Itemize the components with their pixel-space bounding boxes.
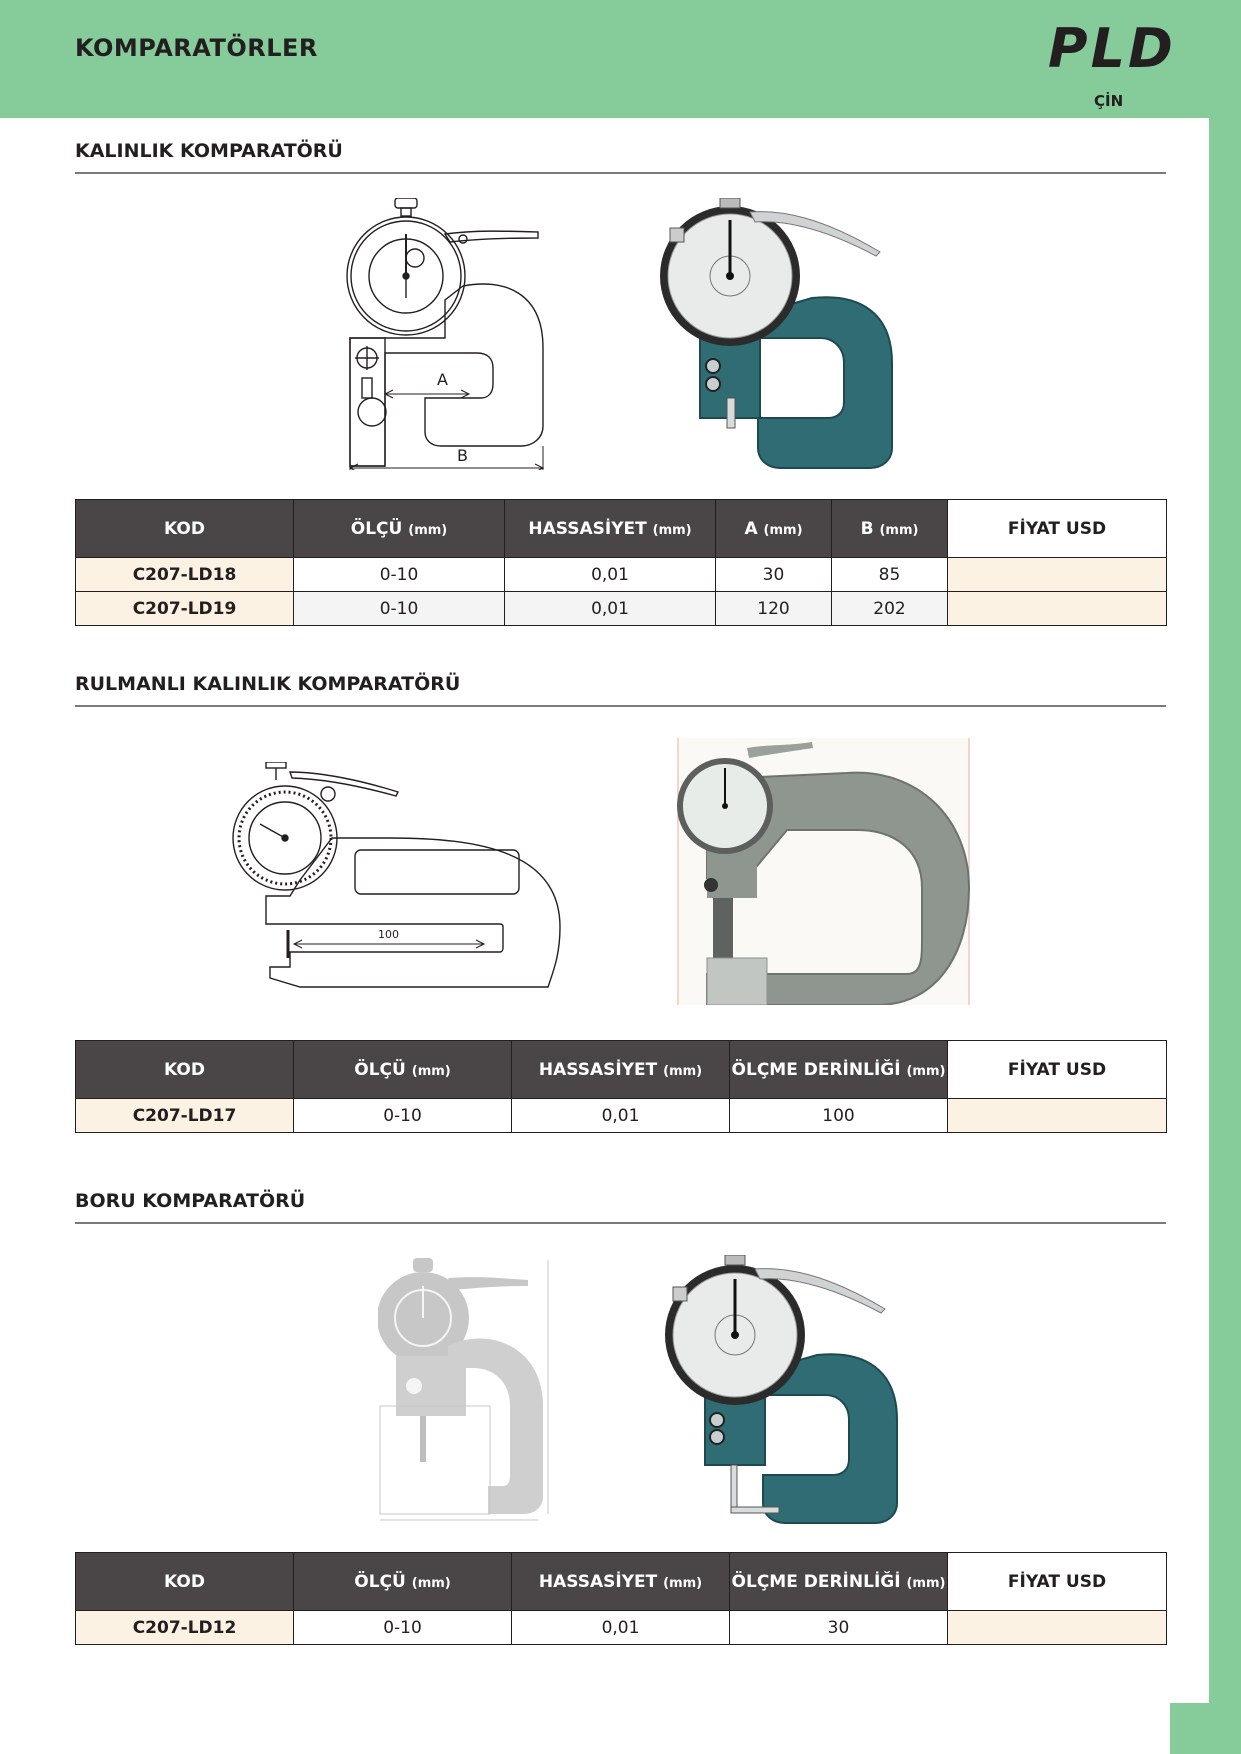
cell-measure: 0-10 [294,1099,512,1133]
section-title: RULMANLI KALINLIK KOMPARATÖRÜ [75,673,461,695]
cell-price [948,592,1167,626]
pipe-gauge-drawing [378,1256,553,1521]
column-header-measure: ÖLÇÜ (mm) [294,1041,512,1099]
section-title: KALINLIK KOMPARATÖRÜ [75,140,343,162]
table-header-row [76,500,1167,558]
column-header-b: B (mm) [832,500,948,558]
column-header-code: KOD [76,1041,294,1099]
table-row [76,1099,1167,1133]
column-header-precision: HASSASİYET (mm) [512,1041,730,1099]
thickness-gauge-drawing [345,198,545,470]
column-header-code: KOD [76,500,294,558]
cell-depth: 100 [730,1099,948,1133]
dimension-label-b: B [457,446,468,465]
section-divider [75,172,1166,174]
table-row [76,1611,1167,1645]
cell-b: 202 [832,592,948,626]
cell-precision: 0,01 [512,1099,730,1133]
cell-code: C207-LD18 [76,558,294,592]
spec-table-bearing-gauge [75,1040,1167,1133]
section-divider [75,1222,1166,1224]
column-header-depth: ÖLÇME DERİNLİĞİ (mm) [730,1553,948,1611]
column-header-depth: ÖLÇME DERİNLİĞİ (mm) [730,1041,948,1099]
column-header-code: KOD [76,1553,294,1611]
column-header-price: FİYAT USD [948,1553,1167,1611]
cell-b: 85 [832,558,948,592]
column-header-measure: ÖLÇÜ (mm) [294,500,505,558]
spec-table-pipe-gauge [75,1552,1167,1645]
table-header-row [76,1041,1167,1099]
spec-table-thickness-gauge [75,499,1167,626]
page-corner-tab [1170,1703,1241,1754]
cell-a: 30 [716,558,832,592]
cell-precision: 0,01 [505,558,716,592]
brand-country: ÇİN [1094,92,1124,110]
section-divider [75,705,1166,707]
column-header-price: FİYAT USD [948,1041,1167,1099]
depth-dimension-label: 100 [378,928,399,941]
cell-precision: 0,01 [505,592,716,626]
pipe-gauge-photo [665,1255,905,1525]
dimension-label-a: A [437,370,448,389]
cell-price [948,558,1167,592]
cell-a: 120 [716,592,832,626]
cell-measure: 0-10 [294,1611,512,1645]
cell-price [948,1611,1167,1645]
page-title: KOMPARATÖRLER [75,34,318,62]
cell-code: C207-LD19 [76,592,294,626]
table-row [76,558,1167,592]
bearing-gauge-photo [677,738,970,1005]
cell-precision: 0,01 [512,1611,730,1645]
brand-logo: PLD [1048,17,1176,80]
cell-code: C207-LD17 [76,1099,294,1133]
column-header-precision: HASSASİYET (mm) [512,1553,730,1611]
bearing-gauge-drawing [230,762,562,992]
cell-price [948,1099,1167,1133]
table-row [76,592,1167,626]
table-header-row [76,1553,1167,1611]
column-header-price: FİYAT USD [948,500,1167,558]
section-title: BORU KOMPARATÖRÜ [75,1190,306,1212]
column-header-a: A (mm) [716,500,832,558]
thickness-gauge-photo [660,198,900,470]
side-band [1209,0,1241,1754]
cell-depth: 30 [730,1611,948,1645]
cell-code: C207-LD12 [76,1611,294,1645]
cell-measure: 0-10 [294,592,505,626]
cell-measure: 0-10 [294,558,505,592]
column-header-measure: ÖLÇÜ (mm) [294,1553,512,1611]
column-header-precision: HASSASİYET (mm) [505,500,716,558]
